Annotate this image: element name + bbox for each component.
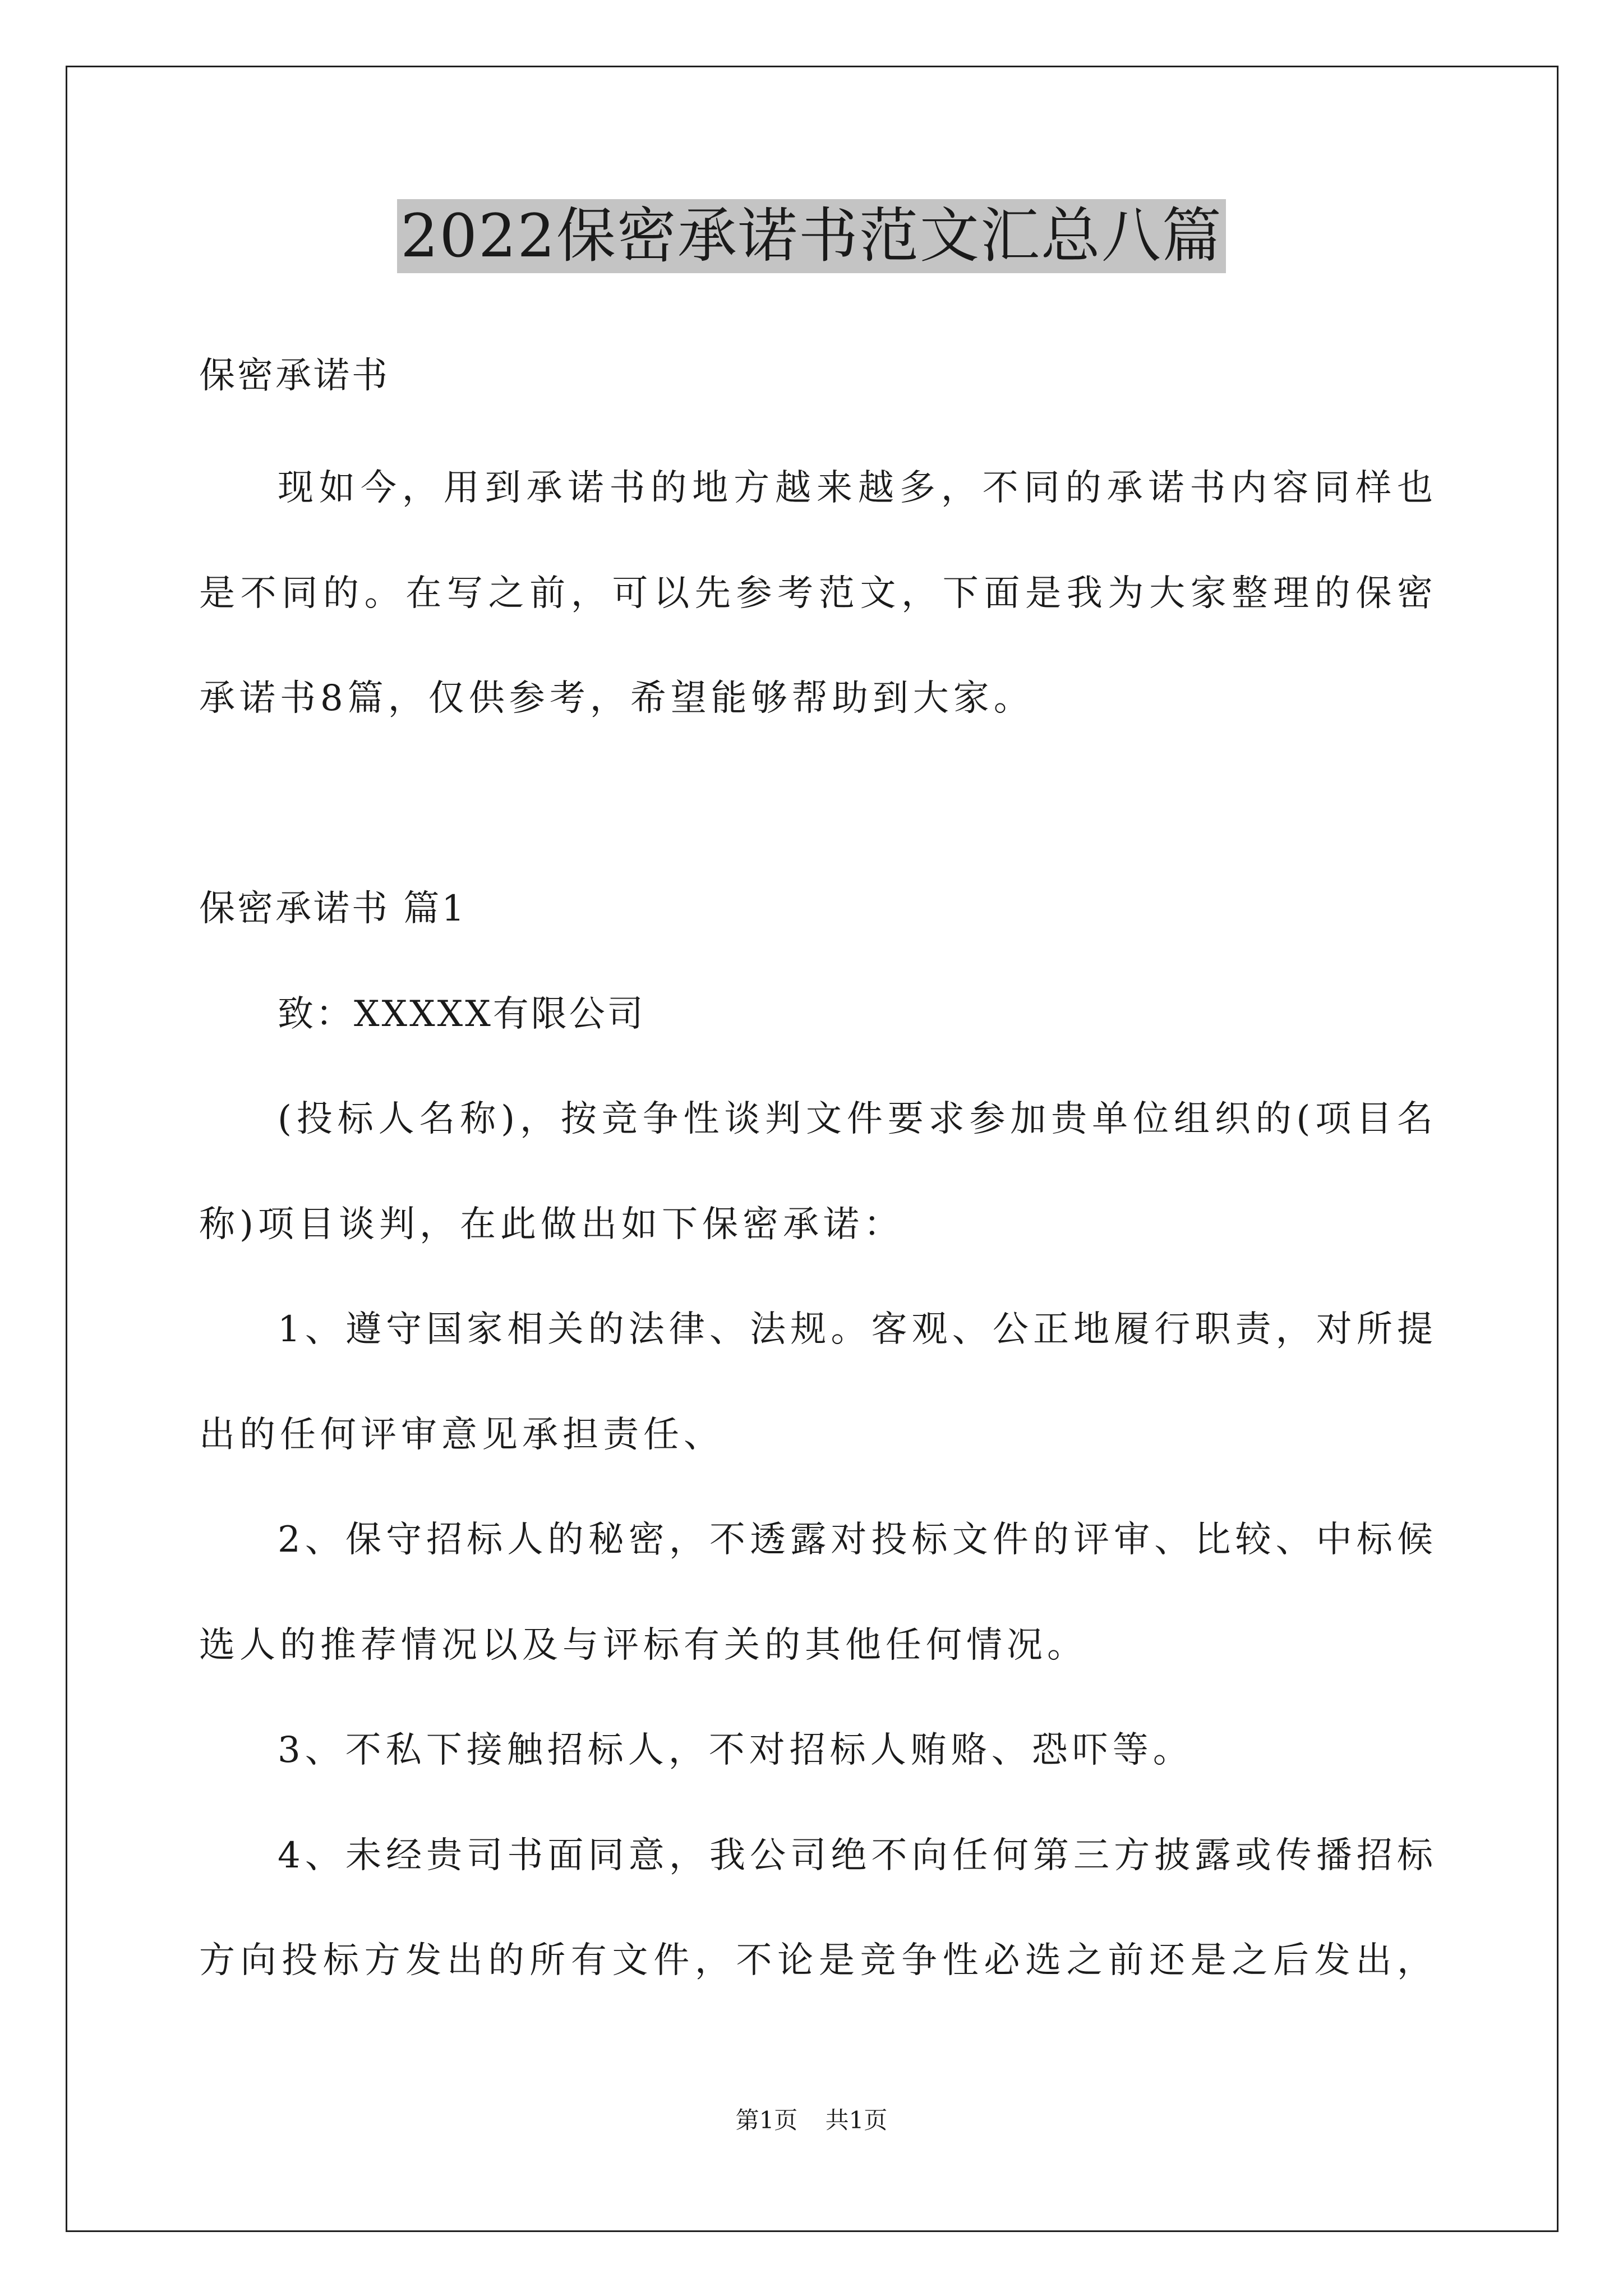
clause-3-line-1: 3、不私下接触招标人，不对招标人贿赂、恐吓等。 xyxy=(278,1729,1193,1771)
document-title: 2022保密承诺书范文汇总八篇 xyxy=(397,199,1226,273)
clause-1-line-2: 出的任何评审意见承担责任、 xyxy=(199,1414,724,1456)
clause-2-line-1: 2、保守招标人的秘密，不透露对投标文件的评审、比较、中标候 xyxy=(278,1519,1433,1561)
page-footer xyxy=(0,2106,1623,2135)
page-number: 第1页 xyxy=(735,2106,798,2134)
paragraph-line: (投标人名称)，按竞争性谈判文件要求参加贵单位组织的(项目名 xyxy=(278,1098,1433,1140)
clause-2-line-2: 选人的推荐情况以及与评标有关的其他任何情况。 xyxy=(199,1625,1087,1666)
section-heading: 保密承诺书 xyxy=(199,355,390,397)
intro-line-1: 现如今，用到承诺书的地方越来越多，不同的承诺书内容同样也 xyxy=(278,467,1433,509)
intro-line-2: 是不同的。在写之前，可以先参考范文，下面是我为大家整理的保密 xyxy=(199,573,1433,614)
title-container xyxy=(0,199,1623,273)
clause-1-line-1: 1、遵守国家相关的法律、法规。客观、公正地履行职责，对所提 xyxy=(278,1309,1433,1350)
intro-line-3: 承诺书8篇，仅供参考，希望能够帮助到大家。 xyxy=(199,678,1034,719)
chapter-heading: 保密承诺书 篇1 xyxy=(199,888,467,930)
paragraph-line: 称)项目谈判，在此做出如下保密承诺： xyxy=(199,1204,904,1245)
clause-4-line-2: 方向投标方发出的所有文件，不论是竞争性必选之前还是之后发出， xyxy=(199,1940,1433,1981)
recipient-line: 致：XXXXX有限公司 xyxy=(278,993,645,1035)
page-total: 共1页 xyxy=(825,2106,888,2134)
clause-4-line-1: 4、未经贵司书面同意，我公司绝不向任何第三方披露或传播招标 xyxy=(278,1835,1433,1876)
